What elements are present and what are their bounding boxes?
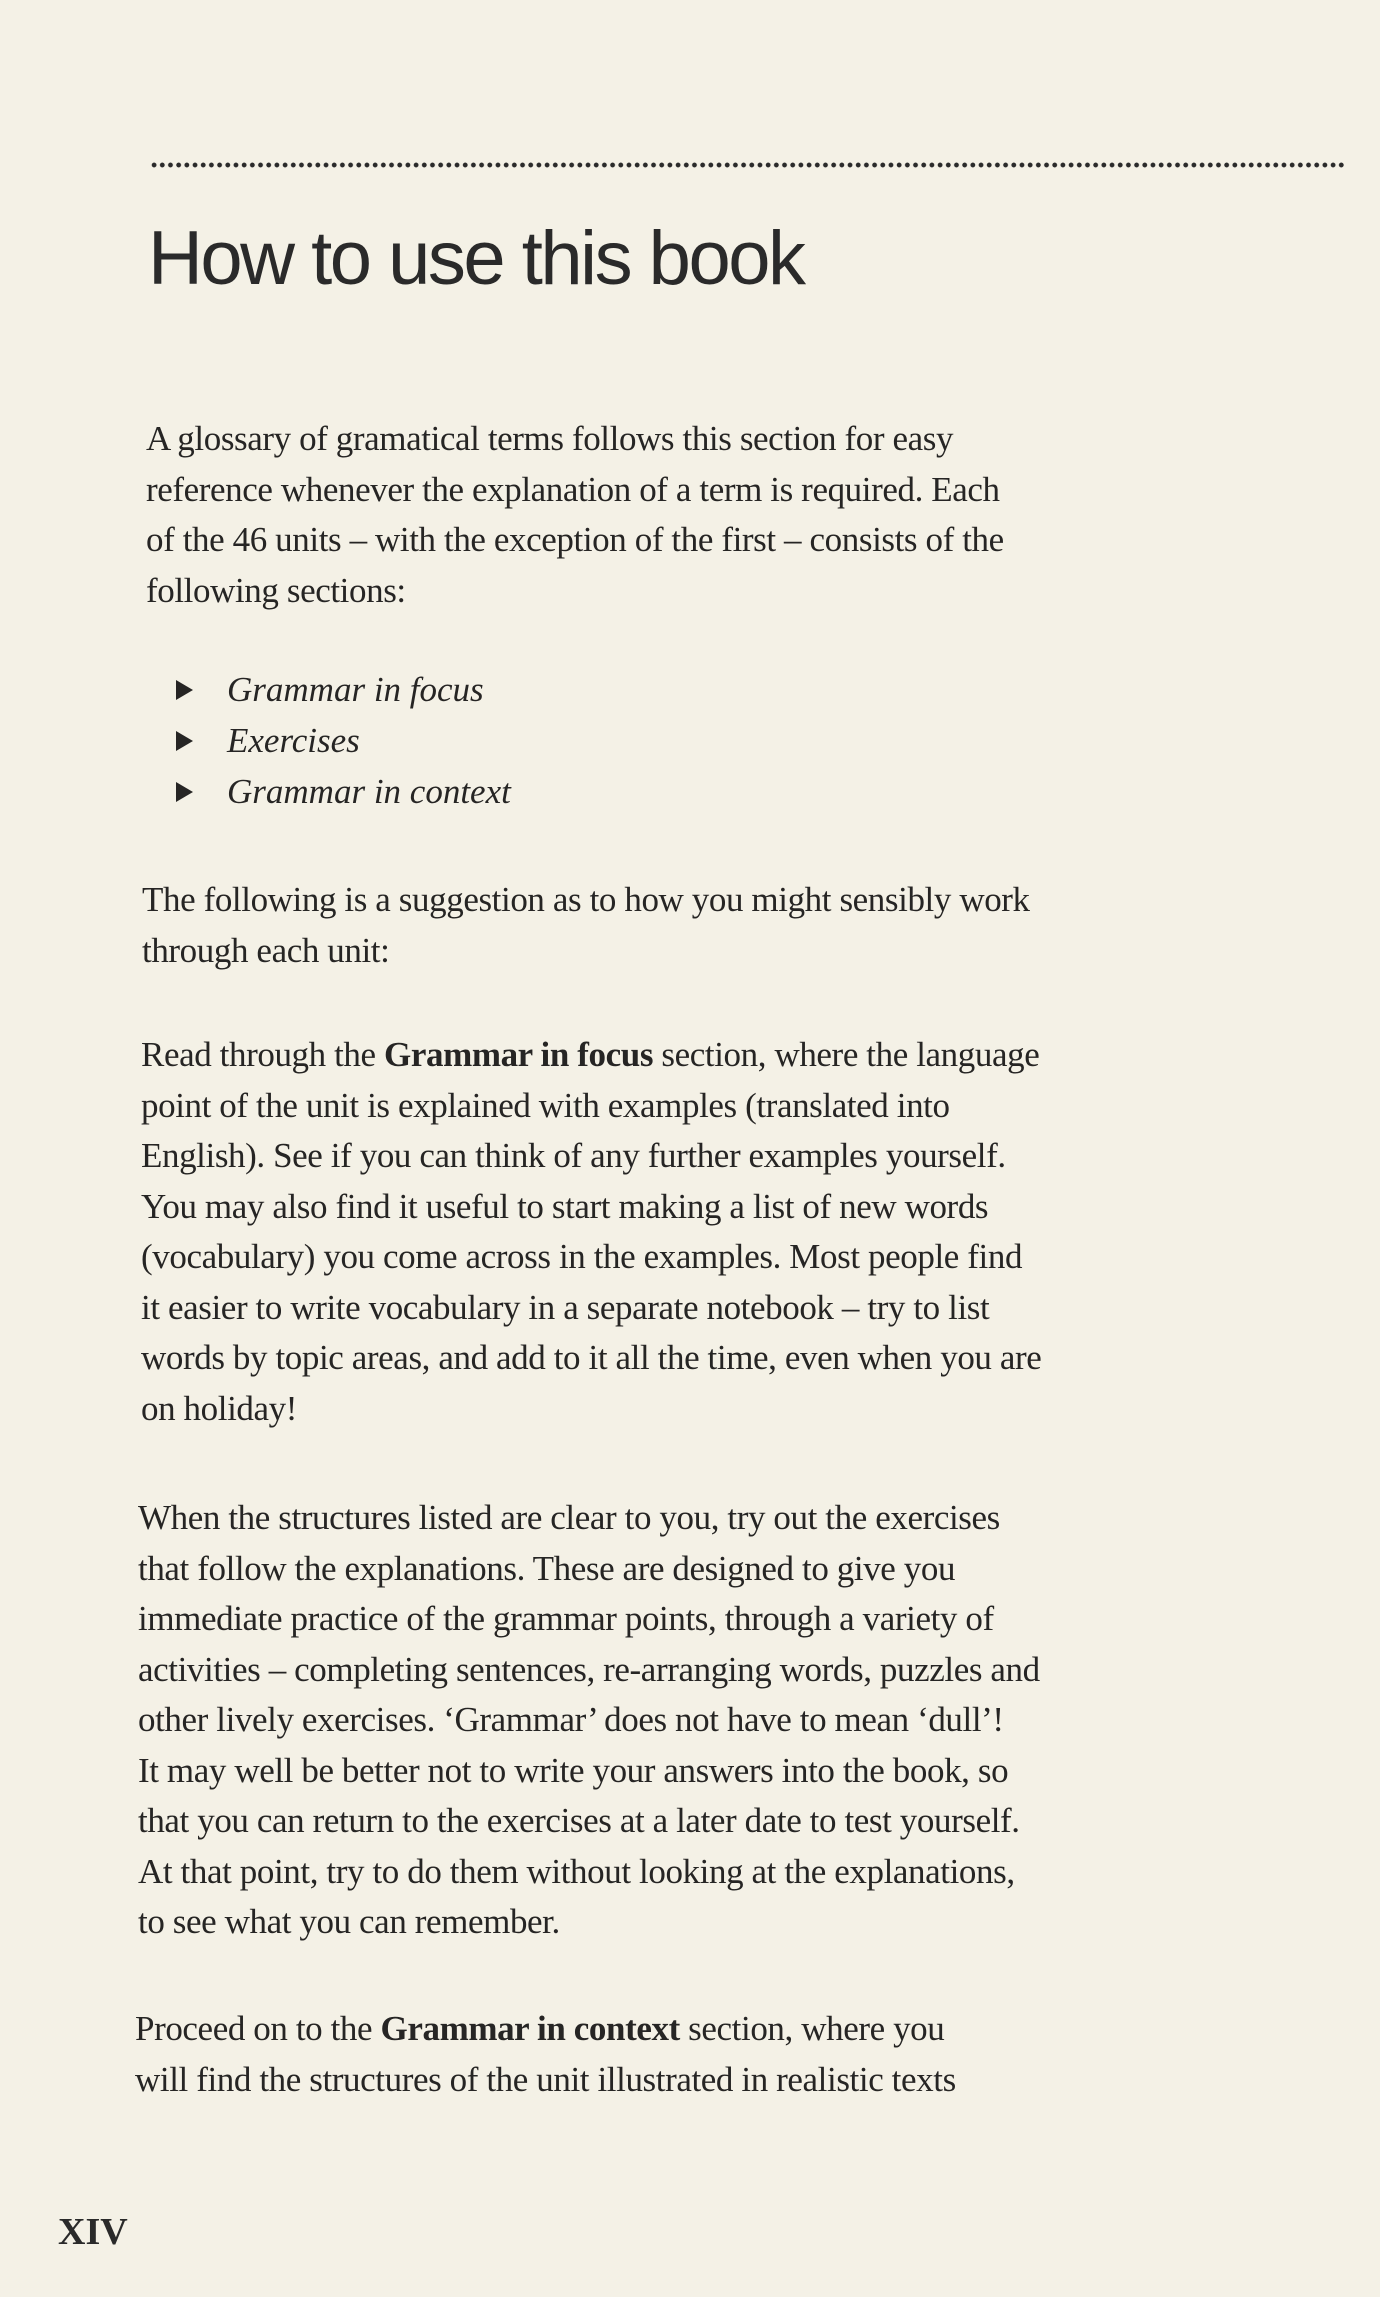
text-segment: English). See if you can think of any further examples yourself. bbox=[141, 1136, 1006, 1175]
text-line bbox=[142, 875, 1030, 926]
text-segment: through each unit: bbox=[142, 930, 390, 970]
list-item bbox=[176, 664, 511, 715]
text-line bbox=[135, 2055, 956, 2106]
text-line bbox=[146, 465, 1004, 516]
paragraph-exercises bbox=[138, 1493, 1040, 1948]
text-line bbox=[142, 926, 1030, 977]
text-line bbox=[138, 1897, 1040, 1948]
list-item-label: Grammar in context bbox=[227, 772, 511, 811]
text-segment: of the 46 units – with the exception of the first – consists of the bbox=[146, 520, 1004, 559]
text-segment: The following is a suggestion as to how you might sensibly work bbox=[142, 880, 1030, 919]
text-segment: will find the structures of the unit illustrated in realistic texts bbox=[135, 2059, 956, 2099]
text-segment: Read through the bbox=[141, 1035, 385, 1074]
list-item bbox=[176, 766, 511, 817]
paragraph-intro bbox=[146, 414, 1004, 616]
text-line bbox=[135, 2004, 956, 2055]
text-segment: activities – completing sentences, re-arranging words, puzzles and bbox=[138, 1649, 1040, 1689]
text-segment: Proceed on to the bbox=[135, 2009, 381, 2048]
dotted-rule bbox=[150, 160, 1345, 170]
text-line bbox=[146, 515, 1004, 566]
page-title: How to use this book bbox=[148, 216, 804, 301]
text-line bbox=[138, 1847, 1040, 1898]
list-item bbox=[176, 715, 511, 766]
text-segment: (vocabulary) you come across in the examples. Most people find bbox=[141, 1237, 1023, 1276]
text-segment: that you can return to the exercises at a later date to test yourself. bbox=[138, 1801, 1020, 1840]
text-segment: When the structures listed are clear to you, try out the exercises bbox=[138, 1498, 1000, 1537]
text-line bbox=[141, 1232, 1041, 1283]
text-line bbox=[141, 1030, 1041, 1081]
text-segment: At that point, try to do them without looking at the explanations, bbox=[138, 1851, 1015, 1891]
text-segment: to see what you can remember. bbox=[138, 1902, 560, 1941]
text-segment: point of the unit is explained with examples (translated into bbox=[141, 1085, 950, 1125]
text-line bbox=[138, 1796, 1040, 1847]
text-line bbox=[141, 1081, 1041, 1132]
text-segment: on holiday! bbox=[141, 1388, 297, 1428]
text-line bbox=[141, 1333, 1041, 1384]
text-line bbox=[138, 1746, 1040, 1797]
text-segment: reference whenever the explanation of a term is required. Each bbox=[146, 469, 1000, 509]
text-segment: words by topic areas, and add to it all the time, even when you are bbox=[141, 1338, 1042, 1377]
text-segment: section, where you bbox=[679, 2009, 945, 2048]
text-line bbox=[138, 1645, 1040, 1696]
bold-term: Grammar in focus bbox=[384, 1035, 654, 1074]
text-line bbox=[141, 1182, 1041, 1233]
list-item-label: Exercises bbox=[227, 721, 360, 760]
sections-list bbox=[176, 664, 511, 817]
triangle-bullet-icon bbox=[176, 782, 193, 802]
text-segment: other lively exercises. ‘Grammar’ does not have to mean ‘dull’! bbox=[138, 1700, 1004, 1739]
text-segment: it easier to write vocabulary in a separate notebook – try to list bbox=[141, 1287, 990, 1327]
text-line bbox=[138, 1493, 1040, 1544]
triangle-bullet-icon bbox=[176, 731, 193, 751]
text-segment: section, where the language bbox=[653, 1035, 1040, 1074]
list-item-label: Grammar in focus bbox=[227, 670, 484, 709]
bold-term: Grammar in context bbox=[380, 2009, 680, 2048]
triangle-bullet-icon bbox=[176, 680, 193, 700]
text-line bbox=[141, 1131, 1041, 1182]
paragraph-grammar-in-context bbox=[135, 2004, 956, 2105]
text-line bbox=[146, 414, 1004, 465]
text-line bbox=[141, 1384, 1041, 1435]
text-segment: A glossary of gramatical terms follows this section for easy bbox=[146, 419, 954, 458]
text-segment: immediate practice of the grammar points, through a variety of bbox=[138, 1599, 994, 1638]
text-line bbox=[141, 1283, 1041, 1334]
text-line bbox=[138, 1544, 1040, 1595]
paragraph-suggestion bbox=[142, 875, 1030, 976]
text-segment: You may also find it useful to start making a list of new words bbox=[141, 1186, 989, 1226]
text-segment: following sections: bbox=[146, 570, 406, 610]
text-line bbox=[146, 566, 1004, 617]
text-line bbox=[138, 1594, 1040, 1645]
text-line bbox=[138, 1695, 1040, 1746]
page-number: XIV bbox=[58, 2211, 128, 2253]
paragraph-grammar-in-focus bbox=[141, 1030, 1041, 1434]
text-segment: It may well be better not to write your answers into the book, so bbox=[138, 1750, 1009, 1790]
text-segment: that follow the explanations. These are designed to give you bbox=[138, 1548, 956, 1588]
